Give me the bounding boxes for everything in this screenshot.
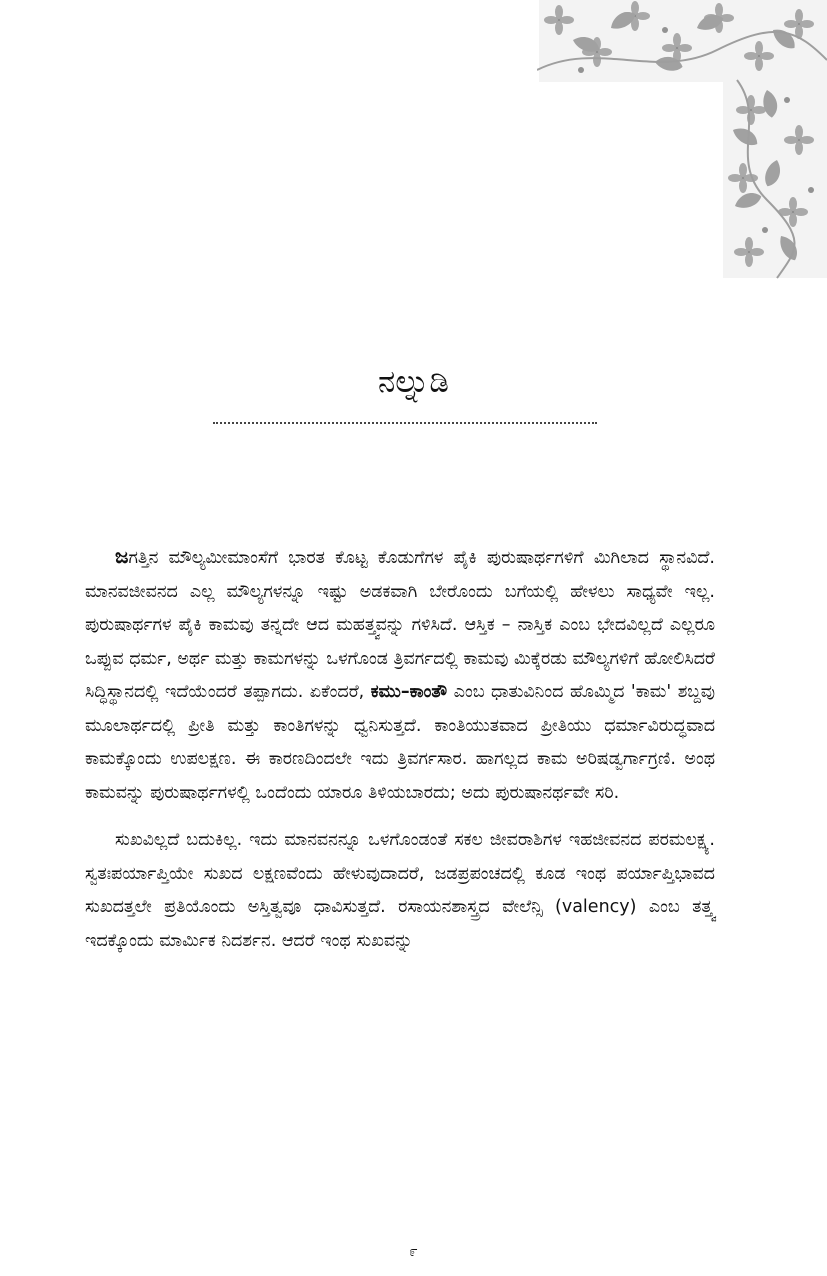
floral-corner-ornament [537,0,827,280]
drop-cap: ಜ [115,544,129,568]
body-text [85,540,715,958]
title-dotted-rule [213,422,597,424]
paragraph-2: ಸುಖವಿಲ್ಲದೆ ಬದುಕಿಲ್ಲ. ಇದು ಮಾನವನನ್ನೂ ಒಳಗೊಂಡಂತೆ ಸಕಲ ಜೀವರಾಶಿಗಳ ಇಹಜೀವನದ ಪರಮಲಕ್ಷ್ಯ. ಸ್ವತಃಪರ್ಯಾಪ್ತಿಯೇ ಸುಖದ ಲಕ್ಷಣವೆಂದು ಹೇಳುವುದಾದರೆ, ಜಡಪ್ರಪಂಚದಲ್ಲಿ ಕೂಡ ಇಂಥ ಪರ್ಯಾಪ್ತಿಭಾವದ ಸುಖದತ್ತಲೇ ಪ್ರತಿಯೊಂದು ಅಸ್ತಿತ್ವವೂ ಧಾವಿಸುತ್ತದೆ. ರಸಾಯನಶಾಸ್ತ್ರದ ವೇಲೆನ್ಸಿ (valency) ಎಂಬ ತತ್ತ್ವ ಇದಕ್ಕೊಂದು ಮಾರ್ಮಿಕ ನಿದರ್ಶನ. ಆದರೆ ಇಂಥ ಸುಖವನ್ನು [85,830,715,951]
page-number: ೯ [409,1242,418,1260]
page-title: ನಲ್ನುಡಿ [378,364,449,400]
paragraph-1-bold-term: ಕಮು–ಕಾಂತೌ [370,682,448,702]
paragraph-1-part-1: ಗತ್ತಿನ ಮೌಲ್ಯಮೀಮಾಂಸೆಗೆ ಭಾರತ ಕೊಟ್ಟ ಕೊಡುಗೆಗಳ ಪೈಕಿ ಪುರುಷಾರ್ಥಗಳಿಗೆ ಮಿಗಿಲಾದ ಸ್ಥಾನವಿದೆ. ಮಾನವಜೀವನದ ಎಲ್ಲ ಮೌಲ್ಯಗಳನ್ನೂ ಇಷ್ಟು ಅಡಕವಾಗಿ ಬೇರೊಂದು ಬಗೆಯಲ್ಲಿ ಹೇಳಲು ಸಾಧ್ಯವೇ ಇಲ್ಲ. ಪುರುಷಾರ್ಥಗಳ ಪೈಕಿ ಕಾಮವು ತನ್ನದೇ ಆದ ಮಹತ್ತ್ವವನ್ನು ಗಳಿಸಿದೆ. ಆಸ್ತಿಕ – ನಾಸ್ತಿಕ ಎಂಬ ಭೇದವಿಲ್ಲದೆ ಎಲ್ಲರೂ ಒಪ್ಪುವ ಧರ್ಮ, ಅರ್ಥ ಮತ್ತು ಕಾಮಗಳನ್ನು ಒಳಗೊಂಡ ತ್ರಿವರ್ಗದಲ್ಲಿ ಕಾಮವು ಮಿಕ್ಕೆರಡು ಮೌಲ್ಯಗಳಿಗೆ ಹೋಲಿಸಿದರೆ ಸಿದ್ಧಿಸ್ಥಾನದಲ್ಲಿ ಇದೆಯೆಂದರೆ ತಪ್ಪಾಗದು. ಏಕೆಂದರೆ, [85,548,715,702]
paragraph-1-part-2: ಎಂಬ ಧಾತುವಿನಿಂದ ಹೊಮ್ಮಿದ 'ಕಾಮ' ಶಬ್ದವು ಮೂಲಾರ್ಥದಲ್ಲಿ ಪ್ರೀತಿ ಮತ್ತು ಕಾಂತಿಗಳನ್ನು ಧ್ವನಿಸುತ್ತದೆ. ಕಾಂತಿಯುತವಾದ ಪ್ರೀತಿಯು ಧರ್ಮಾವಿರುದ್ಧವಾದ ಕಾಮಕ್ಕೊಂದು ಉಪಲಕ್ಷಣ. ಈ ಕಾರಣದಿಂದಲೇ ಇದು ತ್ರಿವರ್ಗಸಾರ. ಹಾಗಲ್ಲದ ಕಾಮ ಅರಿಷಡ್ವರ್ಗಾಗ್ರಣಿ. ಅಂಥ ಕಾಮವನ್ನು ಪುರುಷಾರ್ಥಗಳಲ್ಲಿ ಒಂದೆಂದು ಯಾರೂ ತಿಳಿಯಬಾರದು; ಅದು ಪುರುಷಾನರ್ಥವೇ ಸರಿ. [85,682,716,803]
paragraph-1 [85,540,715,810]
